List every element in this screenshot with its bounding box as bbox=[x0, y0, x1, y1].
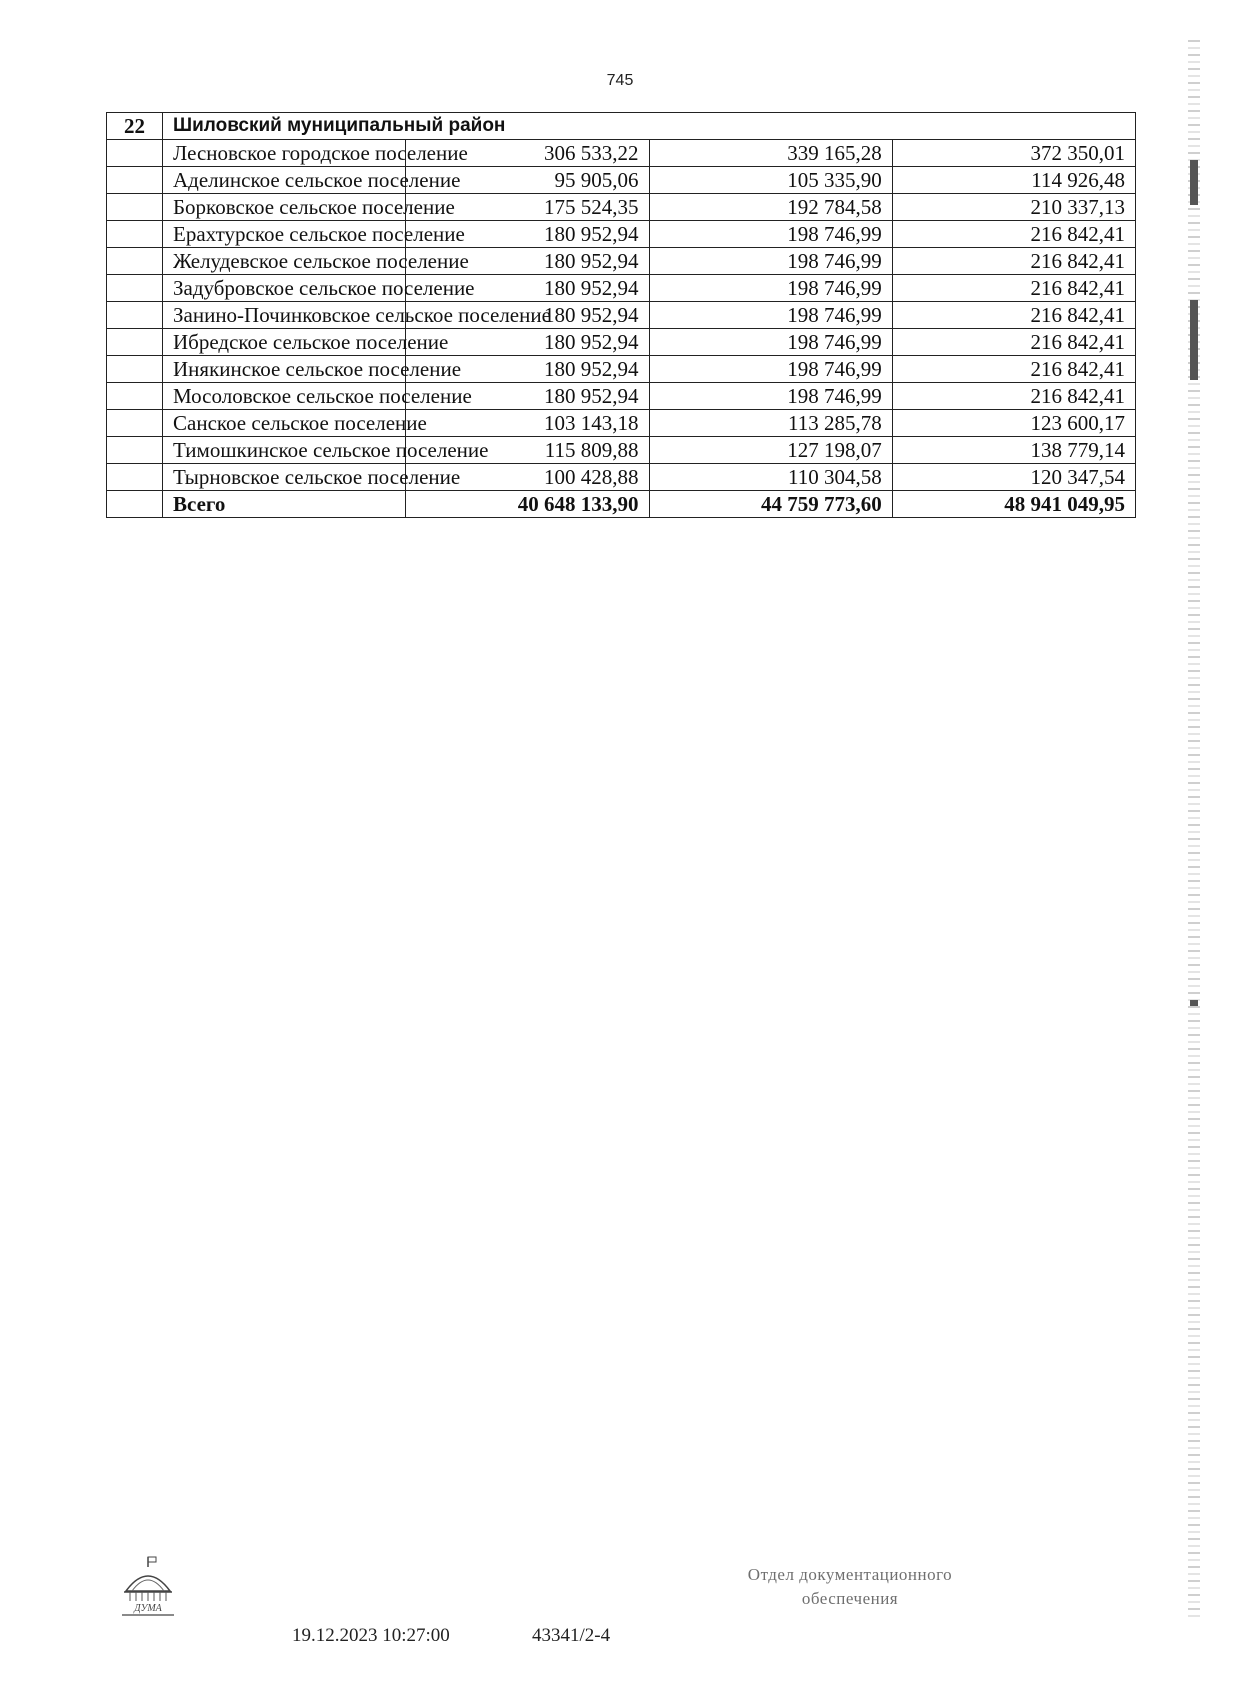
value-cell: 103 143,18 bbox=[406, 410, 649, 437]
settlement-name: Занино-Починковское сельское поселение bbox=[163, 302, 406, 329]
settlement-name: Лесновское городское поселение bbox=[163, 140, 406, 167]
settlement-name: Тимошкинское сельское поселение bbox=[163, 437, 406, 464]
value-cell: 198 746,99 bbox=[649, 221, 892, 248]
value-cell: 216 842,41 bbox=[892, 356, 1135, 383]
row-number-cell bbox=[107, 356, 163, 383]
table-row bbox=[107, 410, 1136, 437]
value-cell: 175 524,35 bbox=[406, 194, 649, 221]
value-cell: 114 926,48 bbox=[892, 167, 1135, 194]
value-cell: 216 842,41 bbox=[892, 302, 1135, 329]
value-cell: 105 335,90 bbox=[649, 167, 892, 194]
district-name: Шиловский муниципальный район bbox=[163, 113, 1136, 140]
row-number-cell bbox=[107, 140, 163, 167]
row-number-cell bbox=[107, 275, 163, 302]
settlement-name: Ерахтурское сельское поселение bbox=[163, 221, 406, 248]
department-stamp bbox=[700, 1563, 1000, 1611]
scan-edge bbox=[1188, 40, 1200, 1620]
table-row bbox=[107, 329, 1136, 356]
total-value-cell: 40 648 133,90 bbox=[406, 491, 649, 518]
total-label: Всего bbox=[163, 491, 406, 518]
footer-doc-number: 43341/2-4 bbox=[532, 1625, 611, 1646]
table-row bbox=[107, 248, 1136, 275]
page-number: 745 bbox=[606, 72, 634, 89]
value-cell: 95 905,06 bbox=[406, 167, 649, 194]
table-row bbox=[107, 437, 1136, 464]
total-row bbox=[107, 491, 1136, 518]
table-row bbox=[107, 167, 1136, 194]
row-number-cell bbox=[107, 437, 163, 464]
value-cell: 115 809,88 bbox=[406, 437, 649, 464]
value-cell: 180 952,94 bbox=[406, 275, 649, 302]
duma-logo-icon bbox=[118, 1555, 180, 1617]
value-cell: 216 842,41 bbox=[892, 329, 1135, 356]
table-row bbox=[107, 383, 1136, 410]
table-row bbox=[107, 275, 1136, 302]
row-number-cell bbox=[107, 221, 163, 248]
district-header-row bbox=[107, 113, 1136, 140]
settlement-name: Мосоловское сельское поселение bbox=[163, 383, 406, 410]
value-cell: 120 347,54 bbox=[892, 464, 1135, 491]
footer-date: 19.12.2023 10:27:00 bbox=[292, 1625, 450, 1646]
value-cell: 198 746,99 bbox=[649, 275, 892, 302]
row-number-cell bbox=[107, 410, 163, 437]
row-number-cell bbox=[107, 383, 163, 410]
value-cell: 113 285,78 bbox=[649, 410, 892, 437]
value-cell: 180 952,94 bbox=[406, 356, 649, 383]
table-row bbox=[107, 221, 1136, 248]
value-cell: 198 746,99 bbox=[649, 302, 892, 329]
table-row bbox=[107, 464, 1136, 491]
stamp-line-2: обеспечения bbox=[801, 1589, 899, 1608]
row-number-cell bbox=[107, 167, 163, 194]
row-number-cell bbox=[107, 248, 163, 275]
value-cell: 127 198,07 bbox=[649, 437, 892, 464]
value-cell: 138 779,14 bbox=[892, 437, 1135, 464]
value-cell: 198 746,99 bbox=[649, 356, 892, 383]
settlement-name: Борковское сельское поселение bbox=[163, 194, 406, 221]
value-cell: 198 746,99 bbox=[649, 329, 892, 356]
table-row bbox=[107, 140, 1136, 167]
value-cell: 192 784,58 bbox=[649, 194, 892, 221]
stamp-line-1: Отдел документационного bbox=[747, 1565, 953, 1584]
value-cell: 110 304,58 bbox=[649, 464, 892, 491]
table-row bbox=[107, 302, 1136, 329]
value-cell: 180 952,94 bbox=[406, 329, 649, 356]
value-cell: 123 600,17 bbox=[892, 410, 1135, 437]
value-cell: 216 842,41 bbox=[892, 383, 1135, 410]
settlement-name: Аделинское сельское поселение bbox=[163, 167, 406, 194]
row-number-cell bbox=[107, 329, 163, 356]
value-cell: 198 746,99 bbox=[649, 248, 892, 275]
value-cell: 198 746,99 bbox=[649, 383, 892, 410]
settlement-name: Желудевское сельское поселение bbox=[163, 248, 406, 275]
settlement-name: Санское сельское поселение bbox=[163, 410, 406, 437]
value-cell: 180 952,94 bbox=[406, 383, 649, 410]
value-cell: 180 952,94 bbox=[406, 302, 649, 329]
value-cell: 216 842,41 bbox=[892, 221, 1135, 248]
total-value-cell: 44 759 773,60 bbox=[649, 491, 892, 518]
svg-text:ДУМА: ДУМА bbox=[134, 1603, 162, 1614]
settlement-name: Задубровское сельское поселение bbox=[163, 275, 406, 302]
row-number-cell bbox=[107, 491, 163, 518]
value-cell: 306 533,22 bbox=[406, 140, 649, 167]
value-cell: 100 428,88 bbox=[406, 464, 649, 491]
settlement-name: Тырновское сельское поселение bbox=[163, 464, 406, 491]
value-cell: 180 952,94 bbox=[406, 221, 649, 248]
value-cell: 180 952,94 bbox=[406, 248, 649, 275]
value-cell: 372 350,01 bbox=[892, 140, 1135, 167]
value-cell: 216 842,41 bbox=[892, 275, 1135, 302]
section-number: 22 bbox=[107, 113, 163, 140]
row-number-cell bbox=[107, 464, 163, 491]
row-number-cell bbox=[107, 194, 163, 221]
table-row bbox=[107, 194, 1136, 221]
row-number-cell bbox=[107, 302, 163, 329]
value-cell: 216 842,41 bbox=[892, 248, 1135, 275]
settlement-name: Ибредское сельское поселение bbox=[163, 329, 406, 356]
budget-table bbox=[106, 112, 1136, 518]
settlement-name: Инякинское сельское поселение bbox=[163, 356, 406, 383]
value-cell: 339 165,28 bbox=[649, 140, 892, 167]
value-cell: 210 337,13 bbox=[892, 194, 1135, 221]
total-value-cell: 48 941 049,95 bbox=[892, 491, 1135, 518]
table-row bbox=[107, 356, 1136, 383]
